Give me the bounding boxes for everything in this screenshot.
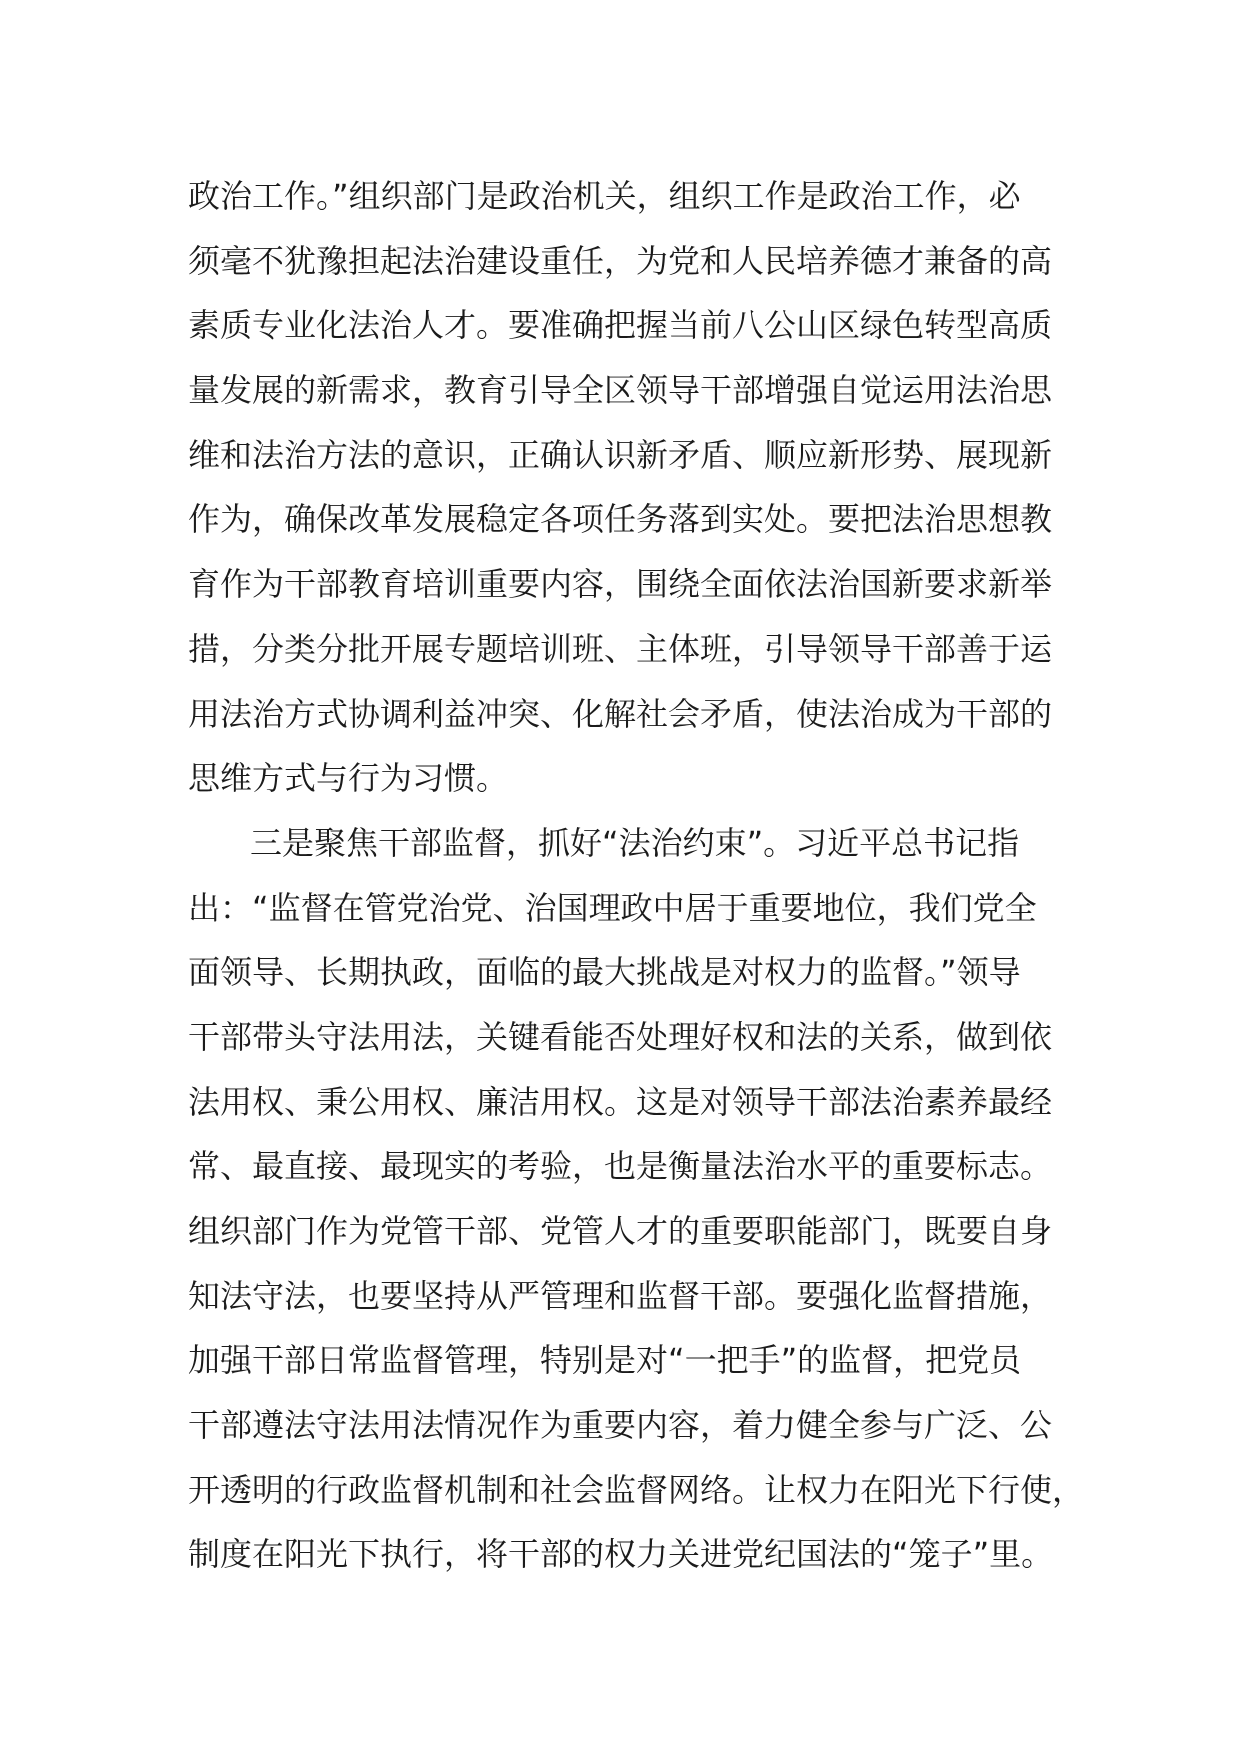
paragraph-2 xyxy=(188,811,1085,1587)
paragraph-line: 量发展的新需求，教育引导全区领导干部增强自觉运用法治思 xyxy=(188,371,1053,410)
paragraph-line: 制度在阳光下执行，将干部的权力关进党纪国法的“笼子”里。 xyxy=(188,1535,1054,1574)
paragraph-line: 常、最直接、最现实的考验，也是衡量法治水平的重要标志。 xyxy=(188,1147,1053,1186)
paragraph-line: 措，分类分批开展专题培训班、主体班，引导领导干部善于运 xyxy=(188,629,1053,668)
paragraph-line: 素质专业化法治人才。要准确把握当前八公山区绿色转型高质 xyxy=(188,306,1053,345)
paragraph-line: 须毫不犹豫担起法治建设重任，为党和人民培养德才兼备的高 xyxy=(188,241,1053,280)
paragraph-line: 出：“监督在管党治党、治国理政中居于重要地位，我们党全 xyxy=(188,888,1037,927)
paragraph-line: 知法守法，也要坚持从严管理和监督干部。要强化监督措施， xyxy=(188,1276,1053,1315)
paragraph-line: 干部带头守法用法，关键看能否处理好权和法的关系，做到依 xyxy=(188,1017,1053,1056)
paragraph-line: 法用权、秉公用权、廉洁用权。这是对领导干部法治素养最经 xyxy=(188,1082,1053,1121)
paragraph-line: 思维方式与行为习惯。 xyxy=(188,759,509,798)
paragraph-line: 作为，确保改革发展稳定各项任务落到实处。要把法治思想教 xyxy=(188,500,1053,539)
paragraph-line: 组织部门作为党管干部、党管人才的重要职能部门，既要自身 xyxy=(188,1212,1053,1250)
paragraph-line: 政治工作。”组织部门是政治机关，组织工作是政治工作，必 xyxy=(188,177,1021,215)
paragraph-line: 维和法治方法的意识，正确认识新矛盾、顺应新形势、展现新 xyxy=(188,435,1053,474)
paragraph-line: 干部遵法守法用法情况作为重要内容，着力健全参与广泛、公 xyxy=(188,1406,1053,1445)
paragraph-line: 育作为干部教育培训重要内容，围绕全面依法治国新要求新举 xyxy=(188,565,1053,604)
paragraph-1 xyxy=(188,164,1058,811)
document-body xyxy=(188,164,1085,1587)
paragraph-line: 面领导、长期执政，面临的最大挑战是对权力的监督。”领导 xyxy=(188,953,1021,992)
paragraph-line: 开透明的行政监督机制和社会监督网络。让权力在阳光下行使， xyxy=(188,1470,1085,1509)
paragraph-line: 用法治方式协调利益冲突、化解社会矛盾，使法治成为干部的 xyxy=(188,694,1053,733)
paragraph-line-first: 三是聚焦干部监督，抓好“法治约束”。习近平总书记指 xyxy=(250,823,1020,862)
paragraph-line: 加强干部日常监督管理，特别是对“一把手”的监督，把党员 xyxy=(188,1341,1022,1380)
